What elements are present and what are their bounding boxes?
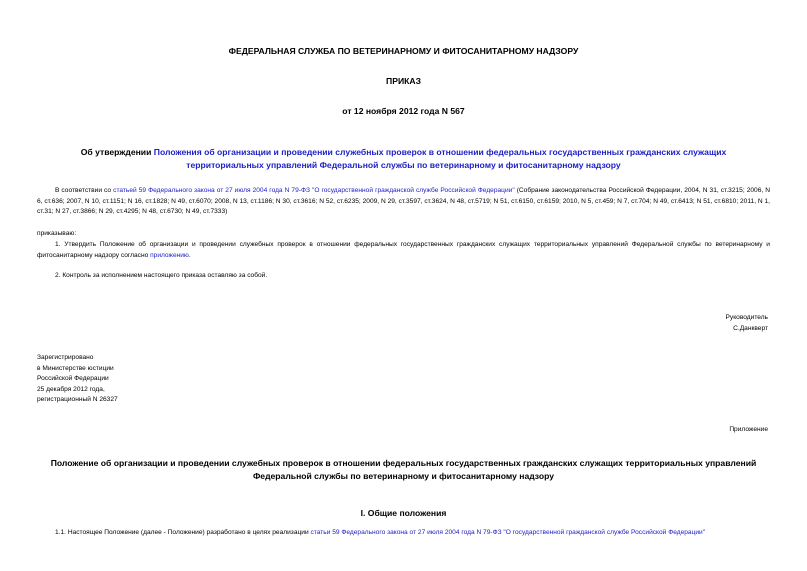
item-1-text: 1. Утвердить Положение об организации и проведении служебных проверок в отношении федеральных государственных гражданских служащих территориальных управлений Федеральной службы по ветеринарному и фитосанитарному надзору согласно <box>37 241 770 259</box>
preamble-law-link[interactable]: статьей 59 Федерального закона от 27 июля 2004 года N 79-ФЗ "О государственной гражданской службе Российской Федерации" <box>113 187 515 194</box>
registration-line-3: Российской Федерации <box>37 375 109 382</box>
appendix-link[interactable]: приложению <box>150 251 189 259</box>
doc-type-heading: ПРИКАЗ <box>386 76 421 86</box>
signature-block <box>726 313 768 334</box>
section-heading: I. Общие положения <box>360 508 447 518</box>
registration-line-4: 25 декабря 2012 года, <box>37 385 105 393</box>
clause-1-1 <box>55 528 795 539</box>
order-word: приказываю: <box>37 230 77 237</box>
title-prefix: Об утверждении <box>80 147 154 157</box>
registration-block <box>37 353 118 406</box>
registration-line-1: Зарегистрировано <box>37 354 94 361</box>
signature-position: Руководитель <box>725 314 768 321</box>
registration-line-2: в Министерстве юстиции <box>37 364 114 372</box>
preamble-prefix: В соответствии со <box>55 187 114 194</box>
registration-line-5: регистрационный N 26327 <box>37 396 118 403</box>
agency-heading: ФЕДЕРАЛЬНАЯ СЛУЖБА ПО ВЕТЕРИНАРНОМУ И ФИТОСАНИТАРНОМУ НАДЗОРУ <box>228 46 579 56</box>
appendix-label: Приложение <box>729 426 768 433</box>
document-title <box>60 146 747 171</box>
clause-1-1-text: 1.1. Настоящее Положение (далее - Положение) разработано в целях реализации <box>55 529 311 536</box>
item-2: 2. Контроль за исполнением настоящего приказа оставляю за собой. <box>55 272 268 279</box>
appendix-title: Положение об организации и проведении служебных проверок в отношении федеральных государственных гражданских служащих территориальных управлений Федеральной службы по ветеринарному и фитосанитарному надзору <box>50 458 757 481</box>
title-link[interactable]: Положения об организации и проведении служебных проверок в отношении федеральных государственных гражданских служащих территориальных управлений Федеральной службы по ветеринарному и фитосанитарному надзору <box>153 147 727 170</box>
item-1-suffix: . <box>188 251 191 259</box>
signature-name: С.Данкверт <box>733 324 768 332</box>
item-1 <box>37 240 770 261</box>
preamble-paragraph <box>37 186 770 218</box>
preamble-rest: (Собрание законодательства Российской Федерации, 2004, N 31, ст.3215; 2006, N 6, ст.636; 2007, N 10, ст.1151; N 16, ст.1828; N 49, ст.6070; 2008, N 13, ст.1186; N 30, ст.3616; N 52, ст.6235; 2009, N 29, ст.3597, ст.3624, N 48, ст.5719; N 51, ст.6150, ст.6159; 2010, N 5, ст.459; N 7, ст.704; N 49, ст.6413; N 51, ст.6810; 2011, N 1, ст.31; N 27, ст.3866; N 29, ст.4295; N 48, ст.6730; N 49, ст.7333) <box>37 187 771 215</box>
clause-law-link[interactable]: статьи 59 Федерального закона от 27 июля 2004 года N 79-ФЗ "О государственной гражданской службе Российской Федерации" <box>310 529 706 536</box>
date-number-heading: от 12 ноября 2012 года N 567 <box>342 106 465 116</box>
